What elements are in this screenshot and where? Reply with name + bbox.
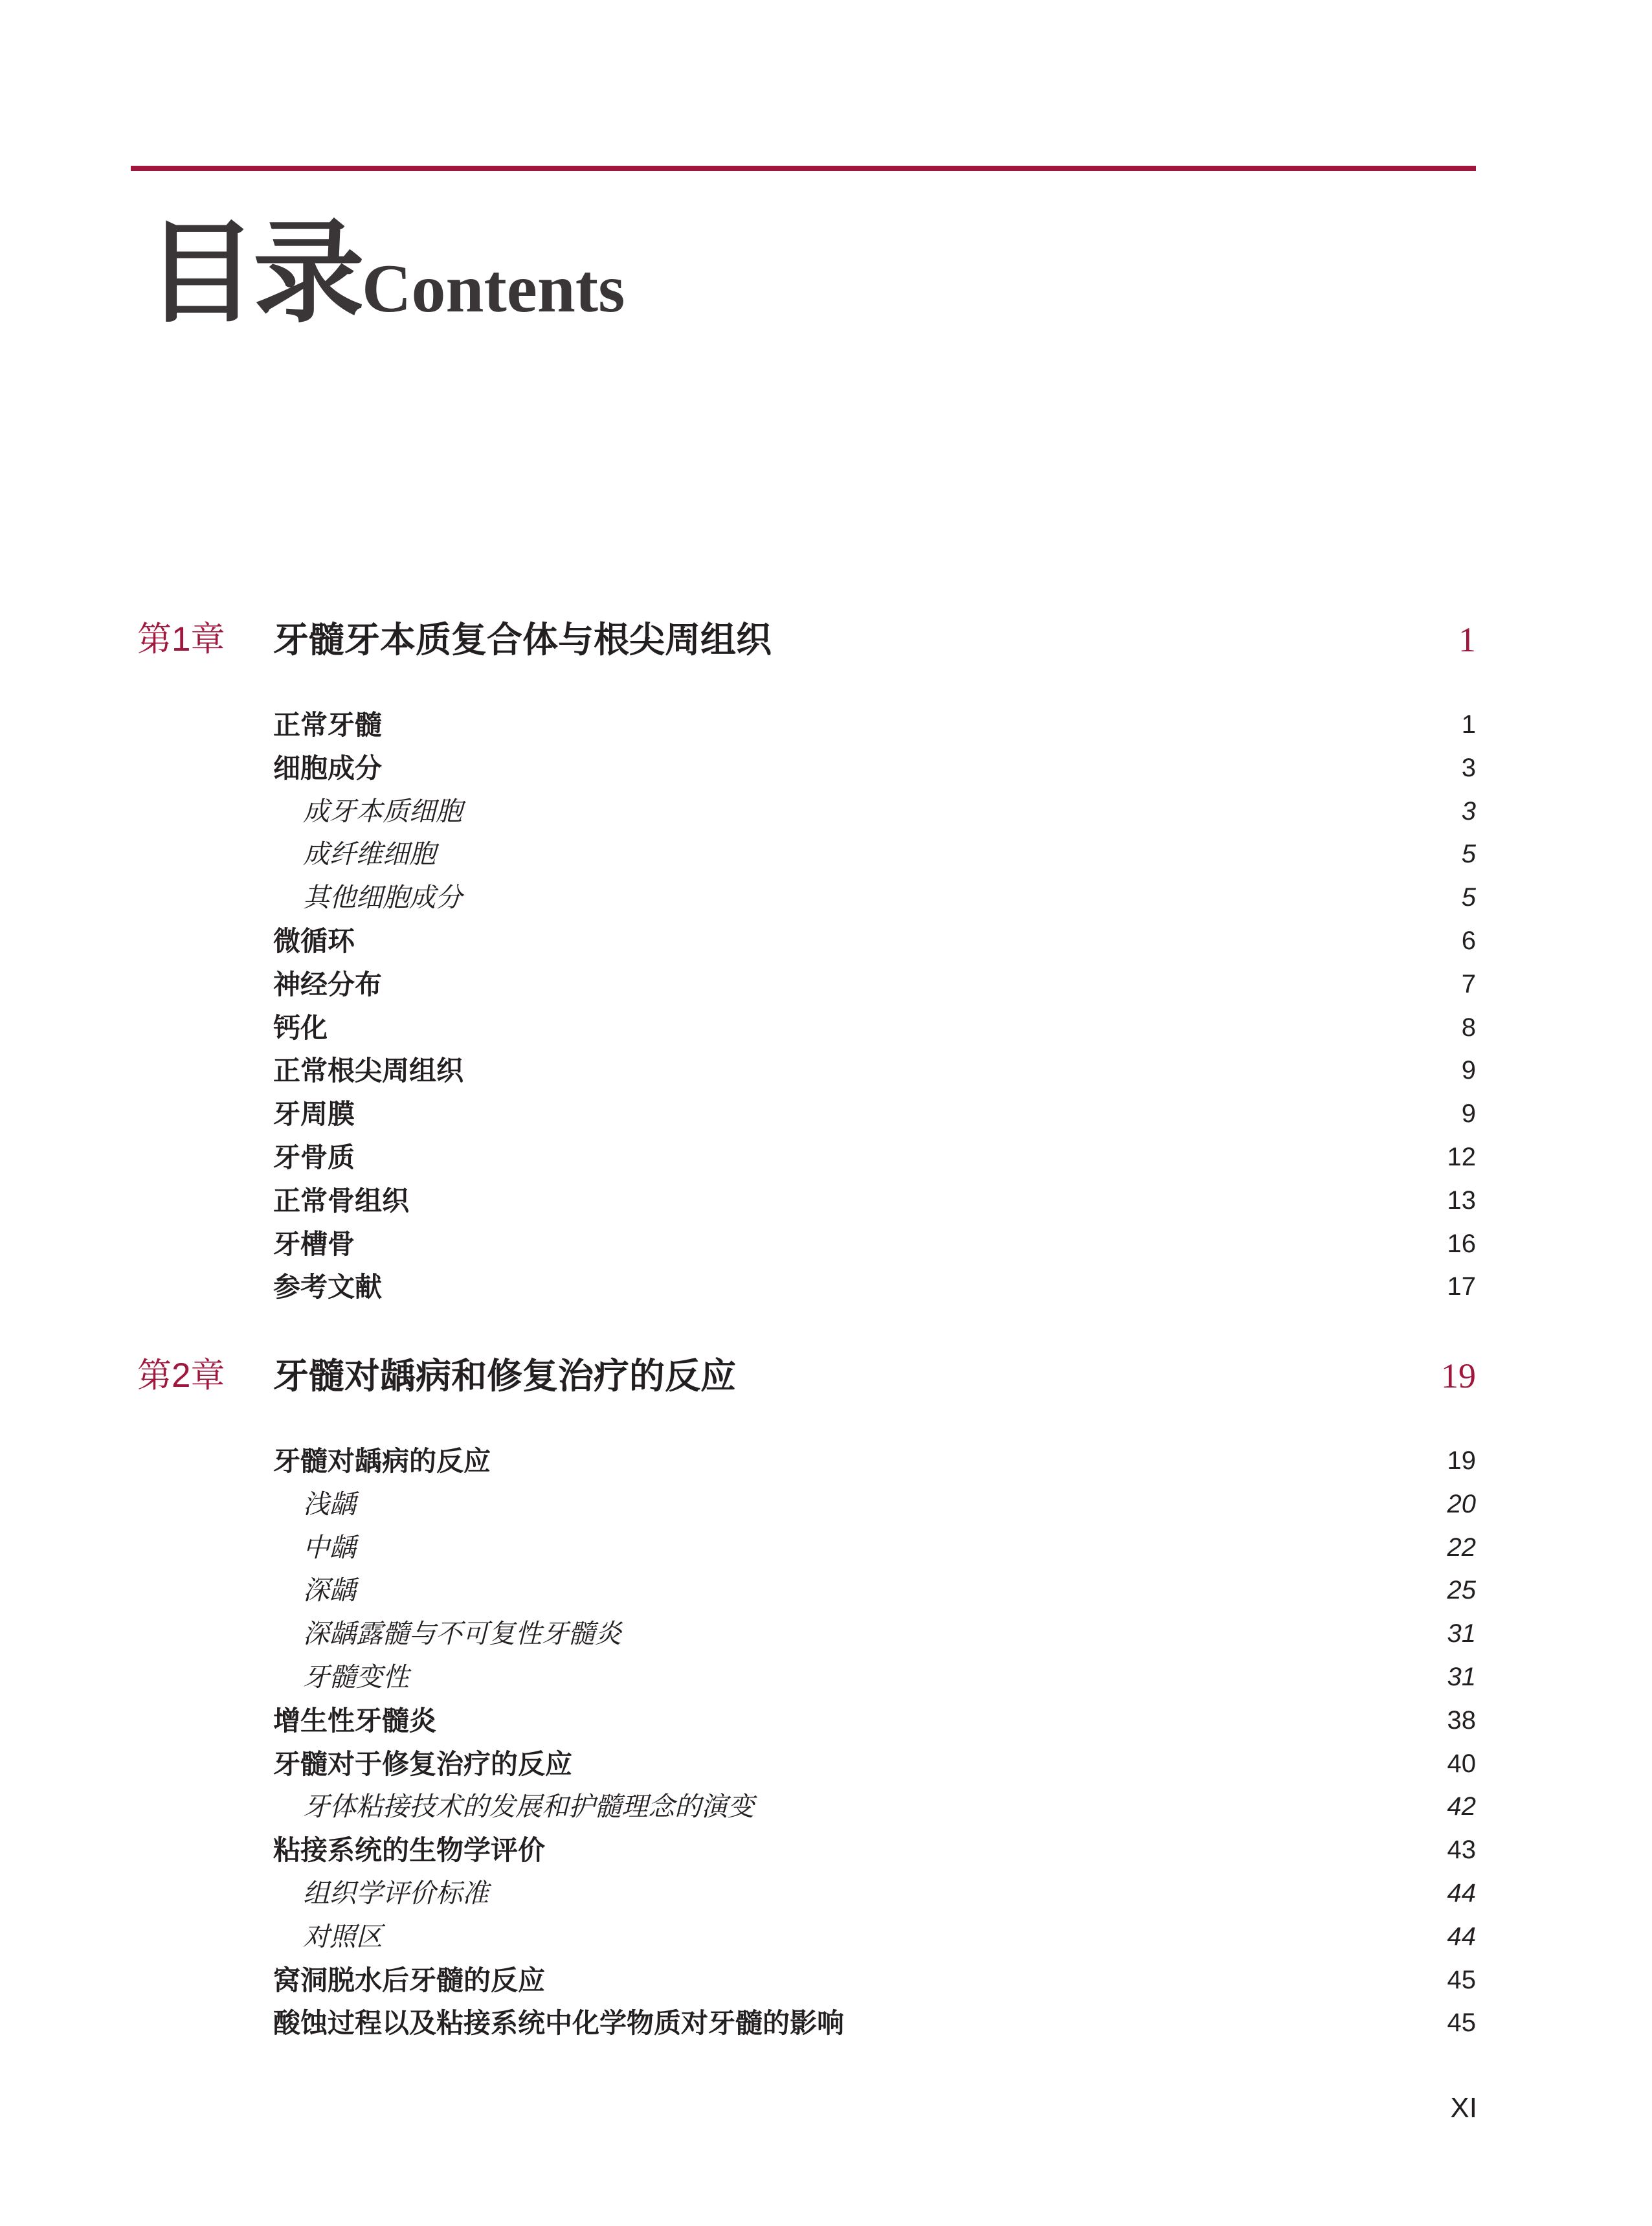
page-title-english: Contents xyxy=(362,251,625,326)
entry-page-number: 43 xyxy=(1447,1836,1476,1865)
entry-page-number: 5 xyxy=(1461,883,1476,912)
entry-label: 参考文献 xyxy=(273,1271,383,1303)
toc-section-entry[interactable] xyxy=(0,963,1652,1006)
toc-section-entry[interactable] xyxy=(0,703,1652,747)
chapter-page-number: 19 xyxy=(1441,1356,1476,1395)
entry-page-number: 6 xyxy=(1461,927,1476,955)
entry-page-number: 25 xyxy=(1447,1576,1476,1605)
entry-label: 牙髓对于修复治疗的反应 xyxy=(273,1748,573,1780)
entry-label: 窝洞脱水后牙髓的反应 xyxy=(273,1964,546,1996)
entry-label: 牙周膜 xyxy=(273,1098,355,1130)
entry-label: 牙髓变性 xyxy=(303,1661,409,1692)
toc-section-entry[interactable] xyxy=(0,1006,1652,1050)
entry-page-number: 5 xyxy=(1461,840,1476,869)
toc-subsection-entry[interactable] xyxy=(0,1483,1652,1526)
entry-page-number: 31 xyxy=(1447,1619,1476,1648)
entry-page-number: 20 xyxy=(1447,1489,1476,1518)
page-title xyxy=(146,207,625,338)
toc-subsection-entry[interactable] xyxy=(0,876,1652,919)
entry-label: 正常骨组织 xyxy=(273,1184,410,1217)
entry-page-number: 17 xyxy=(1447,1272,1476,1301)
entry-label: 增生性牙髓炎 xyxy=(273,1704,437,1737)
entry-page-number: 7 xyxy=(1461,969,1476,998)
toc-section-entry[interactable] xyxy=(0,1699,1652,1742)
toc-subsection-entry[interactable] xyxy=(0,1612,1652,1656)
entry-label: 粘接系统的生物学评价 xyxy=(273,1834,546,1867)
entry-page-number: 9 xyxy=(1461,1099,1476,1129)
chapter-title: 牙髓对龋病和修复治疗的反应 xyxy=(273,1355,737,1397)
entry-label: 牙槽骨 xyxy=(273,1228,355,1260)
toc-subsection-entry[interactable] xyxy=(0,1569,1652,1612)
entry-label: 牙骨质 xyxy=(273,1141,355,1173)
entry-label: 成纤维细胞 xyxy=(303,838,436,870)
toc-subsection-entry[interactable] xyxy=(0,833,1652,876)
entry-page-number: 40 xyxy=(1447,1749,1476,1778)
toc-section-entry[interactable] xyxy=(0,1265,1652,1309)
chapter-title: 牙髓牙本质复合体与根尖周组织 xyxy=(273,618,772,660)
chapter-heading[interactable] xyxy=(0,1349,1652,1403)
entry-label: 牙体粘接技术的发展和护髓理念的演变 xyxy=(303,1791,754,1823)
entry-label: 细胞成分 xyxy=(273,752,383,784)
entry-label: 深龋 xyxy=(303,1575,356,1606)
toc-section-entry[interactable] xyxy=(0,1959,1652,2002)
toc-section-entry[interactable] xyxy=(0,1742,1652,1786)
chapter-number: 第1章 xyxy=(137,620,225,658)
entry-label: 微循环 xyxy=(273,925,355,957)
entry-page-number: 31 xyxy=(1447,1663,1476,1691)
page-number: XI xyxy=(1450,2092,1477,2124)
chapter-heading[interactable] xyxy=(0,613,1652,667)
page-title-chinese: 目录 xyxy=(146,207,361,338)
entry-label: 对照区 xyxy=(303,1920,383,1952)
entry-page-number: 44 xyxy=(1447,1922,1476,1951)
entry-page-number: 9 xyxy=(1461,1056,1476,1085)
entry-page-number: 38 xyxy=(1447,1705,1476,1735)
entry-page-number: 42 xyxy=(1447,1792,1476,1821)
entry-page-number: 19 xyxy=(1447,1446,1476,1475)
entry-label: 浅龋 xyxy=(303,1488,356,1520)
toc-section-entry[interactable] xyxy=(0,1136,1652,1179)
chapter-number: 第2章 xyxy=(137,1356,225,1395)
entry-label: 深龋露髓与不可复性牙髓炎 xyxy=(303,1618,621,1650)
toc-section-entry[interactable] xyxy=(0,1439,1652,1483)
entry-label: 神经分布 xyxy=(273,968,383,1000)
entry-label: 组织学评价标准 xyxy=(303,1878,489,1909)
toc-subsection-entry[interactable] xyxy=(0,790,1652,833)
toc-subsection-entry[interactable] xyxy=(0,1526,1652,1569)
entry-page-number: 16 xyxy=(1447,1229,1476,1258)
entry-page-number: 45 xyxy=(1447,1965,1476,1994)
toc-subsection-entry[interactable] xyxy=(0,1785,1652,1828)
entry-page-number: 22 xyxy=(1447,1533,1476,1562)
entry-page-number: 13 xyxy=(1447,1186,1476,1215)
entry-page-number: 12 xyxy=(1447,1143,1476,1171)
entry-label: 酸蚀过程以及粘接系统中化学物质对牙髓的影响 xyxy=(273,2007,845,2040)
toc-section-entry[interactable] xyxy=(0,919,1652,963)
entry-page-number: 1 xyxy=(1461,710,1476,739)
chapter-page-number: 1 xyxy=(1458,620,1476,659)
toc-subsection-entry[interactable] xyxy=(0,1872,1652,1915)
toc-section-entry[interactable] xyxy=(0,2001,1652,2045)
entry-page-number: 3 xyxy=(1461,753,1476,782)
entry-label: 其他细胞成分 xyxy=(303,882,462,914)
entry-label: 正常牙髓 xyxy=(273,709,383,741)
top-rule xyxy=(131,166,1476,171)
toc-subsection-entry[interactable] xyxy=(0,1656,1652,1699)
entry-label: 成牙本质细胞 xyxy=(303,795,462,827)
toc-section-entry[interactable] xyxy=(0,1222,1652,1266)
entry-page-number: 45 xyxy=(1447,2008,1476,2038)
entry-label: 中龋 xyxy=(303,1531,356,1563)
entry-label: 钙化 xyxy=(273,1011,328,1044)
entry-label: 正常根尖周组织 xyxy=(273,1055,464,1087)
toc-section-entry[interactable] xyxy=(0,1049,1652,1092)
toc-section-entry[interactable] xyxy=(0,747,1652,790)
entry-page-number: 8 xyxy=(1461,1013,1476,1042)
toc-subsection-entry[interactable] xyxy=(0,1915,1652,1959)
toc-section-entry[interactable] xyxy=(0,1092,1652,1136)
toc-section-entry[interactable] xyxy=(0,1828,1652,1872)
toc-section-entry[interactable] xyxy=(0,1179,1652,1222)
entry-page-number: 44 xyxy=(1447,1879,1476,1907)
entry-label: 牙髓对龋病的反应 xyxy=(273,1445,491,1477)
entry-page-number: 3 xyxy=(1461,796,1476,826)
